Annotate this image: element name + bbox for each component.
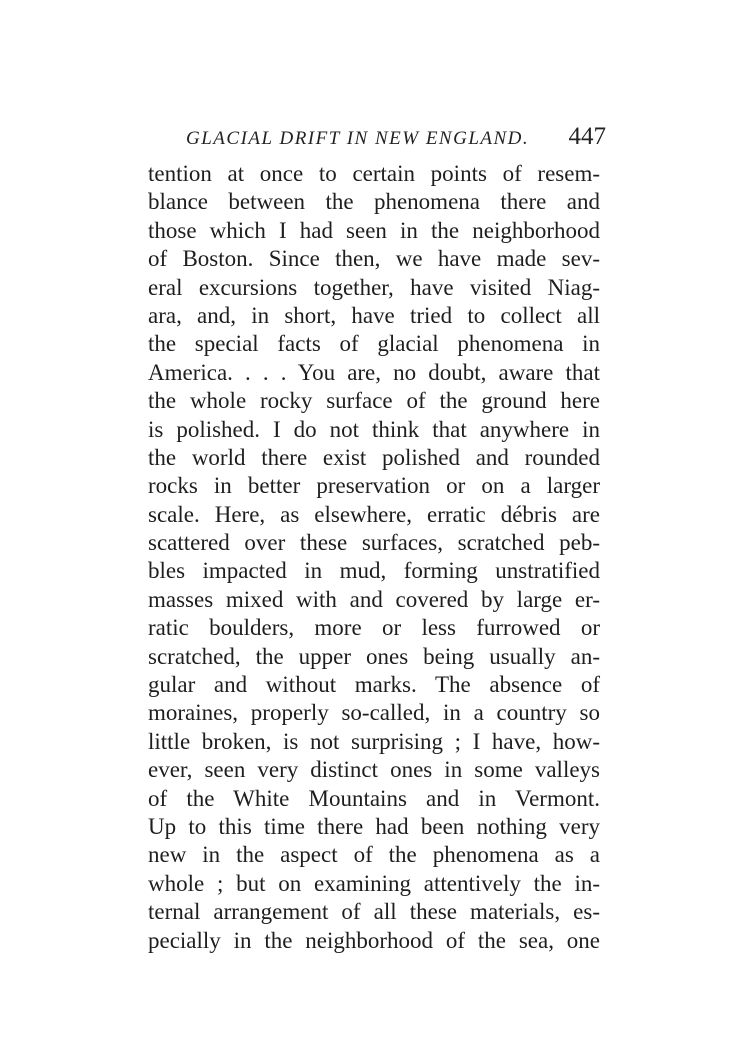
text-line: ternal arrangement of all these materials, es-	[148, 899, 600, 925]
running-title: GLACIAL DRIFT IN NEW ENGLAND.	[186, 128, 530, 149]
text-line: new in the aspect of the phenomena as a	[148, 842, 600, 868]
text-line: gular and without marks. The absence of	[148, 672, 600, 698]
page-number: 447	[568, 123, 606, 150]
text-line: scale. Here, as elsewhere, erratic débris are	[148, 501, 600, 527]
text-line: the world there exist polished and rounded	[148, 444, 600, 470]
text-line: blance between the phenomena there and	[148, 189, 600, 215]
text-line: Up to this time there had been nothing very	[148, 813, 600, 839]
body-text	[148, 160, 600, 955]
text-line: the special facts of glacial phenomena in	[148, 331, 600, 357]
text-line: eral excursions together, have visited Niag-	[148, 274, 600, 300]
text-line: pecially in the neighborhood of the sea, one	[148, 927, 600, 953]
text-line: the whole rocky surface of the ground here	[148, 388, 600, 414]
text-line: whole ; but on examining attentively the in-	[148, 870, 600, 896]
running-head	[186, 123, 606, 155]
text-line: ara, and, in short, have tried to collect all	[148, 302, 600, 328]
text-line: bles impacted in mud, forming unstratified	[148, 558, 600, 584]
text-line: ratic boulders, more or less furrowed or	[148, 615, 600, 641]
text-line: those which I had seen in the neighborhood	[148, 217, 600, 243]
text-line: of the White Mountains and in Vermont.	[148, 785, 600, 811]
text-line: rocks in better preservation or on a larger	[148, 473, 600, 499]
text-line: of Boston. Since then, we have made sev-	[148, 246, 600, 272]
text-line: masses mixed with and covered by large er-	[148, 586, 600, 612]
text-line: moraines, properly so-called, in a country so	[148, 700, 600, 726]
text-line: scattered over these surfaces, scratched peb-	[148, 530, 600, 556]
text-line: little broken, is not surprising ; I have, how-	[148, 728, 600, 754]
text-line: scratched, the upper ones being usually an-	[148, 643, 600, 669]
text-line: America. . . . You are, no doubt, aware that	[148, 359, 600, 385]
text-line: ever, seen very distinct ones in some valleys	[148, 757, 600, 783]
text-line: tention at once to certain points of resem-	[148, 161, 600, 186]
text-line: is polished. I do not think that anywhere in	[148, 416, 600, 442]
